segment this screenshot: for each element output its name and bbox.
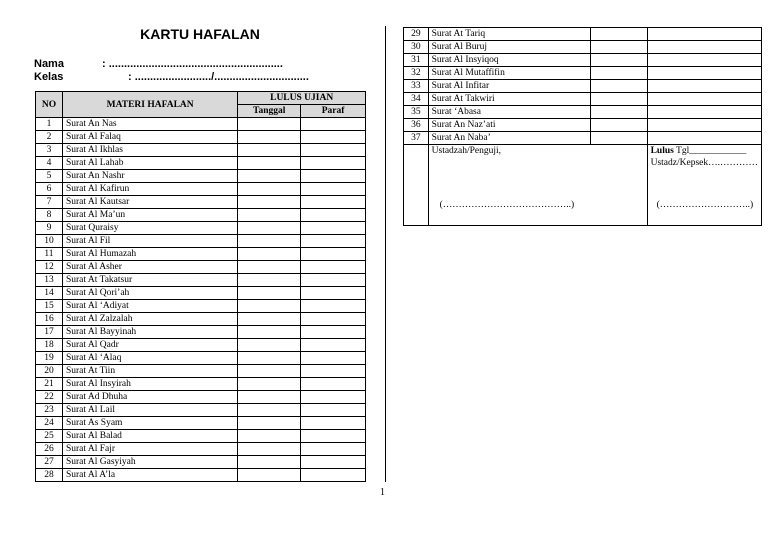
paraf-cell	[301, 118, 366, 131]
penguji-dots: (…………………………………..)	[439, 200, 575, 210]
materi-cell: Surat At Takatsur	[62, 274, 237, 287]
tanggal-cell	[238, 352, 301, 365]
no-cell: 3	[36, 144, 63, 157]
table-row	[36, 365, 366, 378]
kepsek-label: Ustadz/Kepsek….…………	[650, 158, 758, 168]
paraf-cell	[301, 157, 366, 170]
tanggal-cell	[238, 118, 301, 131]
no-cell: 26	[36, 443, 63, 456]
table-row	[36, 170, 366, 183]
no-cell: 12	[36, 261, 63, 274]
no-cell: 18	[36, 339, 63, 352]
materi-cell: Surat Al Bayyinah	[62, 326, 237, 339]
table-row	[404, 28, 762, 41]
tanggal-cell	[238, 378, 301, 391]
paraf-cell	[301, 144, 366, 157]
table-row	[36, 469, 366, 482]
tanggal-cell	[238, 287, 301, 300]
no-cell: 19	[36, 352, 63, 365]
tanggal-cell	[238, 365, 301, 378]
table-row	[404, 93, 762, 106]
paraf-cell	[301, 430, 366, 443]
tanggal-cell	[238, 261, 301, 274]
materi-cell: Surat Al Fajr	[62, 443, 237, 456]
table-row	[36, 144, 366, 157]
tanggal-cell	[238, 209, 301, 222]
tanggal-cell	[590, 41, 647, 54]
table-row	[36, 430, 366, 443]
tanggal-cell	[238, 157, 301, 170]
no-cell: 24	[36, 417, 63, 430]
paraf-cell	[301, 365, 366, 378]
paraf-cell	[647, 93, 761, 106]
no-cell: 17	[36, 326, 63, 339]
table-row	[36, 352, 366, 365]
hafalan-table-left	[35, 91, 366, 482]
materi-cell: Surat Al Humazah	[62, 248, 237, 261]
materi-cell: Surat As Syam	[62, 417, 237, 430]
tanggal-cell	[238, 417, 301, 430]
table-row	[404, 41, 762, 54]
paraf-cell	[301, 209, 366, 222]
no-cell: 9	[36, 222, 63, 235]
paraf-cell	[301, 261, 366, 274]
no-cell: 25	[36, 430, 63, 443]
materi-cell: Surat Al Qori’ah	[62, 287, 237, 300]
paraf-cell	[301, 443, 366, 456]
no-cell: 8	[36, 209, 63, 222]
table-row	[36, 326, 366, 339]
paraf-cell	[301, 235, 366, 248]
paraf-cell	[301, 287, 366, 300]
tanggal-cell	[590, 93, 647, 106]
paraf-cell	[647, 41, 761, 54]
paraf-cell	[301, 222, 366, 235]
no-cell: 37	[404, 132, 429, 145]
table-row	[404, 54, 762, 67]
materi-cell: Surat Al Ikhlas	[62, 144, 237, 157]
paraf-cell	[301, 170, 366, 183]
tanggal-cell	[590, 106, 647, 119]
table-row	[36, 274, 366, 287]
kepsek-dots: (………………………..)	[656, 200, 754, 210]
no-cell: 11	[36, 248, 63, 261]
col-lulus-header: LULUS UJIAN	[238, 92, 366, 105]
kelas-field	[34, 71, 309, 83]
table-row	[36, 391, 366, 404]
tanggal-cell	[238, 144, 301, 157]
table-row	[36, 339, 366, 352]
tanggal-cell	[238, 391, 301, 404]
materi-cell: Surat Al ‘Adiyat	[62, 300, 237, 313]
no-cell: 27	[36, 456, 63, 469]
materi-cell: Surat Al Asher	[62, 261, 237, 274]
table-row	[404, 80, 762, 93]
tanggal-cell	[238, 300, 301, 313]
nama-value: : .........................................................	[102, 58, 283, 70]
tanggal-cell	[238, 404, 301, 417]
tanggal-cell	[238, 235, 301, 248]
table-row	[404, 106, 762, 119]
no-cell: 2	[36, 131, 63, 144]
tanggal-cell	[238, 313, 301, 326]
paraf-cell	[301, 131, 366, 144]
materi-cell: Surat An Nashr	[62, 170, 237, 183]
paraf-cell	[301, 456, 366, 469]
tanggal-cell	[590, 67, 647, 80]
paraf-cell	[301, 378, 366, 391]
paraf-cell	[301, 326, 366, 339]
tanggal-cell	[590, 28, 647, 41]
tanggal-cell	[590, 119, 647, 132]
materi-cell: Surat At Tiin	[62, 365, 237, 378]
no-cell: 36	[404, 119, 429, 132]
table-row	[36, 443, 366, 456]
tanggal-cell	[238, 170, 301, 183]
kelas-value: : ........................./...............................	[128, 71, 309, 83]
paraf-cell	[301, 300, 366, 313]
nama-field	[34, 58, 283, 70]
tanggal-cell	[238, 339, 301, 352]
no-cell: 16	[36, 313, 63, 326]
tanggal-cell	[238, 469, 301, 482]
no-cell: 14	[36, 287, 63, 300]
paraf-cell	[301, 469, 366, 482]
no-cell: 15	[36, 300, 63, 313]
no-cell: 30	[404, 41, 429, 54]
lulus-tgl: Tgl____________	[673, 146, 747, 156]
no-cell: 20	[36, 365, 63, 378]
materi-cell: Surat Al Kautsar	[62, 196, 237, 209]
materi-cell: Surat Al Kafirun	[62, 183, 237, 196]
no-cell: 23	[36, 404, 63, 417]
no-cell: 34	[404, 93, 429, 106]
materi-cell: Surat Quraisy	[62, 222, 237, 235]
lulus-bold: Lulus	[650, 146, 674, 156]
no-cell: 5	[36, 170, 63, 183]
materi-cell: Surat Al Falaq	[62, 131, 237, 144]
paraf-cell	[301, 404, 366, 417]
table-row	[404, 67, 762, 80]
materi-cell: Surat Al Ma’un	[62, 209, 237, 222]
materi-cell: Surat Al Buruj	[428, 41, 590, 54]
tanggal-cell	[238, 248, 301, 261]
materi-cell: Surat Al Qadr	[62, 339, 237, 352]
no-cell: 29	[404, 28, 429, 41]
materi-cell: Surat Al A’la	[62, 469, 237, 482]
paraf-cell	[647, 132, 761, 145]
materi-cell: Surat Al Gasyiyah	[62, 456, 237, 469]
tanggal-cell	[238, 222, 301, 235]
no-cell: 7	[36, 196, 63, 209]
no-cell: 13	[36, 274, 63, 287]
materi-cell: Surat At Takwiri	[428, 93, 590, 106]
no-cell: 28	[36, 469, 63, 482]
paraf-cell	[301, 352, 366, 365]
materi-cell: Surat Al Insyiqoq	[428, 54, 590, 67]
paraf-cell	[301, 183, 366, 196]
tanggal-cell	[238, 274, 301, 287]
no-cell: 10	[36, 235, 63, 248]
table-row	[36, 209, 366, 222]
tanggal-cell	[238, 326, 301, 339]
col-tanggal-header: Tanggal	[238, 105, 301, 118]
table-row	[36, 131, 366, 144]
tanggal-cell	[238, 131, 301, 144]
hafalan-table-right	[403, 27, 762, 226]
column-divider	[385, 26, 386, 482]
tanggal-cell	[590, 132, 647, 145]
paraf-cell	[301, 196, 366, 209]
tanggal-cell	[238, 183, 301, 196]
paraf-cell	[647, 106, 761, 119]
col-materi-header: MATERI HAFALAN	[62, 92, 237, 118]
paraf-cell	[301, 339, 366, 352]
signature-empty-cell	[404, 145, 429, 226]
table-row	[404, 119, 762, 132]
table-row	[36, 378, 366, 391]
no-cell: 22	[36, 391, 63, 404]
materi-cell: Surat Al Lail	[62, 404, 237, 417]
materi-cell: Surat An Naz’ati	[428, 119, 590, 132]
materi-cell: Surat ‘Abasa	[428, 106, 590, 119]
materi-cell: Surat Al Balad	[62, 430, 237, 443]
paraf-cell	[647, 28, 761, 41]
no-cell: 33	[404, 80, 429, 93]
table-row	[36, 313, 366, 326]
table-row	[36, 287, 366, 300]
table-row	[36, 456, 366, 469]
table-row	[36, 157, 366, 170]
table-row	[36, 235, 366, 248]
no-cell: 21	[36, 378, 63, 391]
tanggal-cell	[238, 430, 301, 443]
nama-label: Nama	[34, 58, 64, 70]
paraf-cell	[647, 67, 761, 80]
materi-cell: Surat Al Zalzalah	[62, 313, 237, 326]
tanggal-cell	[238, 456, 301, 469]
paraf-cell	[647, 54, 761, 67]
paraf-cell	[301, 417, 366, 430]
materi-cell: Surat Ad Dhuha	[62, 391, 237, 404]
materi-cell: Surat An Nas	[62, 118, 237, 131]
materi-cell: Surat Al Insyirah	[62, 378, 237, 391]
table-row	[36, 118, 366, 131]
materi-cell: Surat Al Mutaffifin	[428, 67, 590, 80]
table-row	[36, 404, 366, 417]
table-row	[36, 261, 366, 274]
table-row	[36, 196, 366, 209]
table-row	[36, 300, 366, 313]
table-row	[404, 132, 762, 145]
kelas-label: Kelas	[34, 71, 64, 83]
materi-cell: Surat Al Lahab	[62, 157, 237, 170]
tanggal-cell	[590, 54, 647, 67]
table-row	[36, 222, 366, 235]
no-cell: 6	[36, 183, 63, 196]
no-cell: 32	[404, 67, 429, 80]
col-no-header: NO	[36, 92, 63, 118]
paraf-cell	[301, 274, 366, 287]
materi-cell: Surat An Naba’	[428, 132, 590, 145]
page-title: KARTU HAFALAN	[140, 26, 260, 42]
signature-row	[404, 145, 762, 226]
materi-cell: Surat Al ‘Alaq	[62, 352, 237, 365]
table-row	[36, 248, 366, 261]
paraf-cell	[301, 391, 366, 404]
table-row	[36, 417, 366, 430]
col-paraf-header: Paraf	[301, 105, 366, 118]
materi-cell: Surat Al Infitar	[428, 80, 590, 93]
penguji-signature-cell	[428, 145, 647, 226]
tanggal-cell	[238, 443, 301, 456]
materi-cell: Surat Al Fil	[62, 235, 237, 248]
tanggal-cell	[238, 196, 301, 209]
table-row	[36, 183, 366, 196]
no-cell: 35	[404, 106, 429, 119]
page-number: 1	[380, 487, 385, 498]
no-cell: 31	[404, 54, 429, 67]
no-cell: 1	[36, 118, 63, 131]
tanggal-cell	[590, 80, 647, 93]
materi-cell: Surat At Tariq	[428, 28, 590, 41]
paraf-cell	[301, 313, 366, 326]
kepsek-signature-cell	[647, 145, 761, 226]
penguji-label: Ustadzah/Penguji,	[431, 146, 502, 156]
paraf-cell	[647, 80, 761, 93]
no-cell: 4	[36, 157, 63, 170]
paraf-cell	[647, 119, 761, 132]
paraf-cell	[301, 248, 366, 261]
